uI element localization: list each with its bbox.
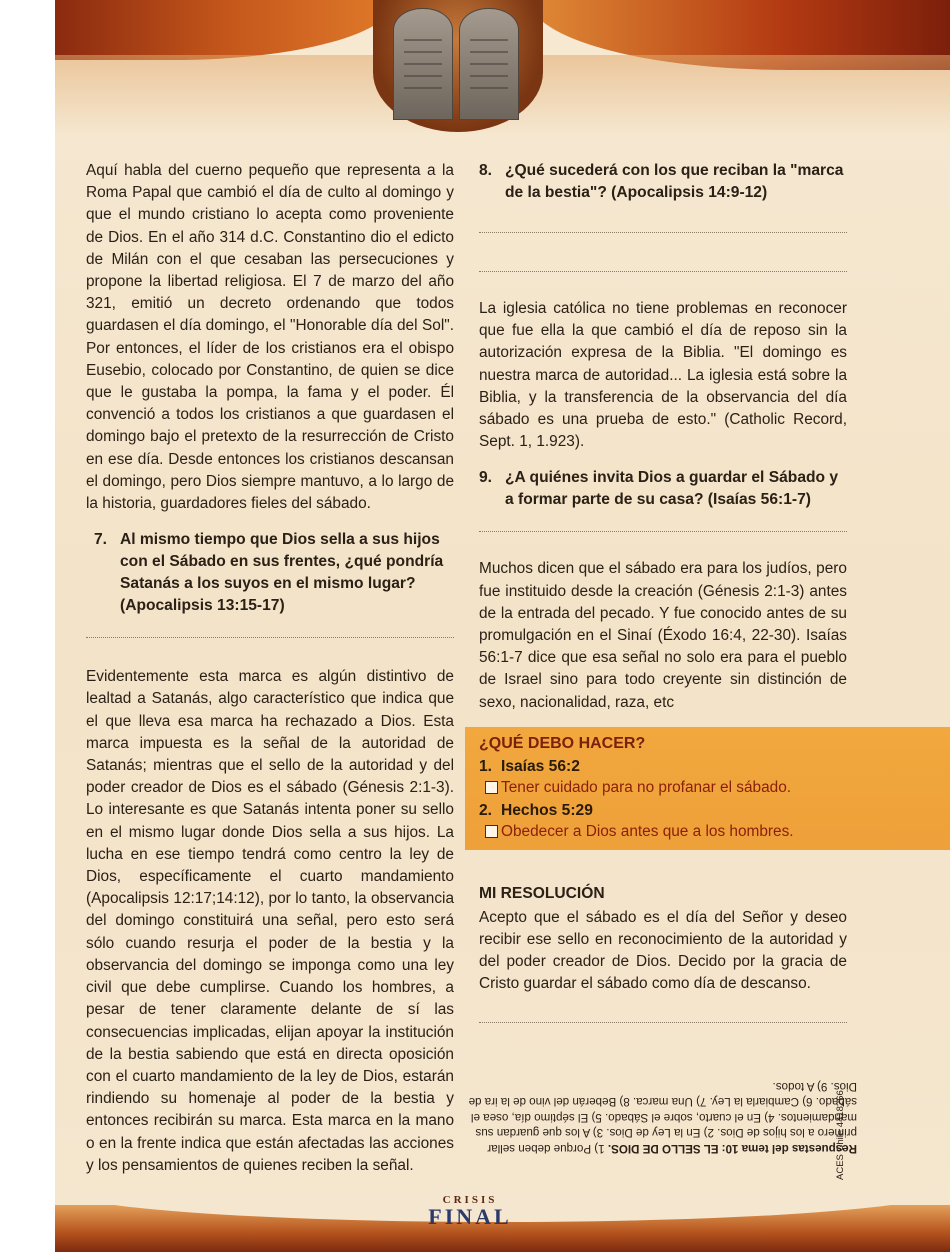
answer-line[interactable] bbox=[479, 271, 847, 272]
answers-text: 1) Porque deben sellar primero a los hijos de Dios. 2) En la Ley de Dios. 3) A los que guardan sus mandamientos. 4) En el cuarto, sobre el Sábado. 5) El séptimo día, osea el sábado. 6) Cambiarla la Ley. 7) Una marca. 8) Beberán del vino de la ira de Dios. 9) A todos. bbox=[468, 1079, 857, 1155]
todo-item-heading: 2. Hechos 5:29 bbox=[479, 802, 593, 819]
answer-line[interactable] bbox=[479, 232, 847, 233]
document-page bbox=[55, 0, 950, 1252]
what-to-do-title: ¿QUÉ DEBO HACER? bbox=[479, 735, 646, 752]
resolution-text: Acepto que el sábado es el día del Señor y deseo recibir ese sello en reconocimiento de la autoridad y del poder creador de Dios. Decido por la gracia de Cristo guardar el sábado como día de descanso. bbox=[479, 909, 847, 992]
todo-item[interactable]: Obedecer a Dios antes que a los hombres. bbox=[479, 821, 939, 842]
question-text: ¿Qué sucederá con los que reciban la "marca de la bestia"? (Apocalipsis 14:9-12) bbox=[505, 162, 844, 201]
paragraph: La iglesia católica no tiene problemas en reconocer que fue ella la que cambió el día de reposo sin la autorización expresa de la Biblia. "El domingo es nuestra marca de autoridad... La iglesia está sobre la Biblia, y la transferencia de la observancia del día sábado es una prueba de esto." (Catholic Record, Sept. 1, 1.923). bbox=[479, 300, 847, 451]
right-column bbox=[479, 160, 847, 728]
credit-text: ACES Chile 4418266 bbox=[835, 1090, 846, 1180]
question-text: Al mismo tiempo que Dios sella a sus hijos con el Sábado en sus frentes, ¿qué pondría Satanás a los suyos en el mismo lugar? (Apocalipsis 13:15-17) bbox=[120, 531, 444, 615]
answer-line[interactable] bbox=[479, 531, 847, 532]
todo-item-heading: 1. Isaías 56:2 bbox=[479, 758, 580, 775]
question-number: 9. bbox=[479, 469, 493, 487]
resolution-title: MI RESOLUCIÓN bbox=[479, 885, 605, 902]
paragraph: Evidentemente esta marca es algún distintivo de lealtad a Satanás, algo característico que indica que el que lleva esa marca ha rechazado a Dios. Esta marca impuesta es la señal de la autoridad de Satanás; mientras que el sello de la autoridad y del poder creador de Dios es el sábado (Génesis 2:1-3). Lo interesante es que Satanás intenta poner su sello en el mismo lugar donde Dios sella a sus hijos. La lucha en ese tiempo tendrá como centro la ley de Dios, específicamente el cuarto mandamiento (Apocalipsis 12:17;14:12), por lo tanto, la observancia del domingo constituirá una señal, pero esto será sólo cuando resurja el poder de la bestia y la observancia del domingo se imponga como una ley civil que debe cumplirse. Cuando los hombres, a pesar de tener claramente delante de sí las consecuencias implicadas, elijan apoyar la institución de la bestia sabiendo que está en directa oposición con el cuarto mandamiento de la ley de Dios, estarán rindiendo su homenaje al poder de la bestia y entonces recibirán su marca. Esta marca en la mano o en la frente indica que están afectadas las acciones y los pensamientos de quienes reciben la señal. bbox=[86, 668, 454, 1174]
question-7 bbox=[86, 529, 454, 617]
answers-upside-down bbox=[457, 1078, 857, 1156]
question-9 bbox=[479, 467, 847, 511]
paragraph: Aquí habla del cuerno pequeño que representa a la Roma Papal que cambió el día de culto al domingo y que el mundo cristiano lo acepta como proveniente de Dios. En el año 314 d.C. Constantino dio el edicto de Milán con el que cesaban las persecuciones y propone la libertad religiosa. El 7 de marzo del año 321, emitió un decreto ordenando que todos guardasen el día domingo, el "Honorable día del Sol". Por entonces, el líder de los cristianos era el obispo Eusebio, colocado por Constantino, de quien se dice que le gustaba la pompa, la fama y el poder. Él convenció a todos los cristianos a que guardasen el domingo bajo el pretexto de la resurrección de Cristo en ese día. Desde entonces los cristianos descansan el domingo, pero Dios siempre mantuvo, a lo largo de la historia, guardadores fieles del sábado. bbox=[86, 162, 454, 513]
answer-line[interactable] bbox=[86, 637, 454, 638]
question-text: ¿A quiénes invita Dios a guardar el Sábado y a formar parte de su casa? (Isaías 56:1-7) bbox=[505, 469, 839, 509]
question-number: 8. bbox=[479, 162, 493, 179]
todo-item[interactable]: Tener cuidado para no profanar el sábado. bbox=[479, 777, 939, 798]
top-banner bbox=[55, 0, 950, 135]
signature-line[interactable] bbox=[479, 1022, 847, 1023]
what-to-do-box bbox=[465, 727, 950, 850]
question-number: 7. bbox=[94, 531, 108, 549]
paragraph: Muchos dicen que el sábado era para los judíos, pero fue instituido desde la creación (Génesis 2:1-3) antes de la entrada del pecado. Y fue conocido antes de su promulgación en el Sinaí (Éxodo 16:4, 22-30). Isaías 56:1-7 dice que esa señal no solo era para el pueblo de Israel sino para todo creyente sin distinción de sexo, nacionalidad, raza, etc bbox=[479, 560, 847, 711]
left-column bbox=[86, 160, 454, 1191]
stone-tablets-icon bbox=[373, 0, 543, 132]
resolution-section bbox=[479, 883, 847, 995]
answers-lead: Respuestas del tema 10: EL SELLO DE DIOS. bbox=[607, 1141, 857, 1155]
question-8 bbox=[479, 160, 847, 204]
crisis-final-logo: CRISIS FINAL bbox=[428, 1194, 512, 1229]
checkbox[interactable] bbox=[485, 825, 498, 838]
banner-left-artwork bbox=[55, 0, 395, 60]
checkbox[interactable] bbox=[485, 781, 498, 794]
